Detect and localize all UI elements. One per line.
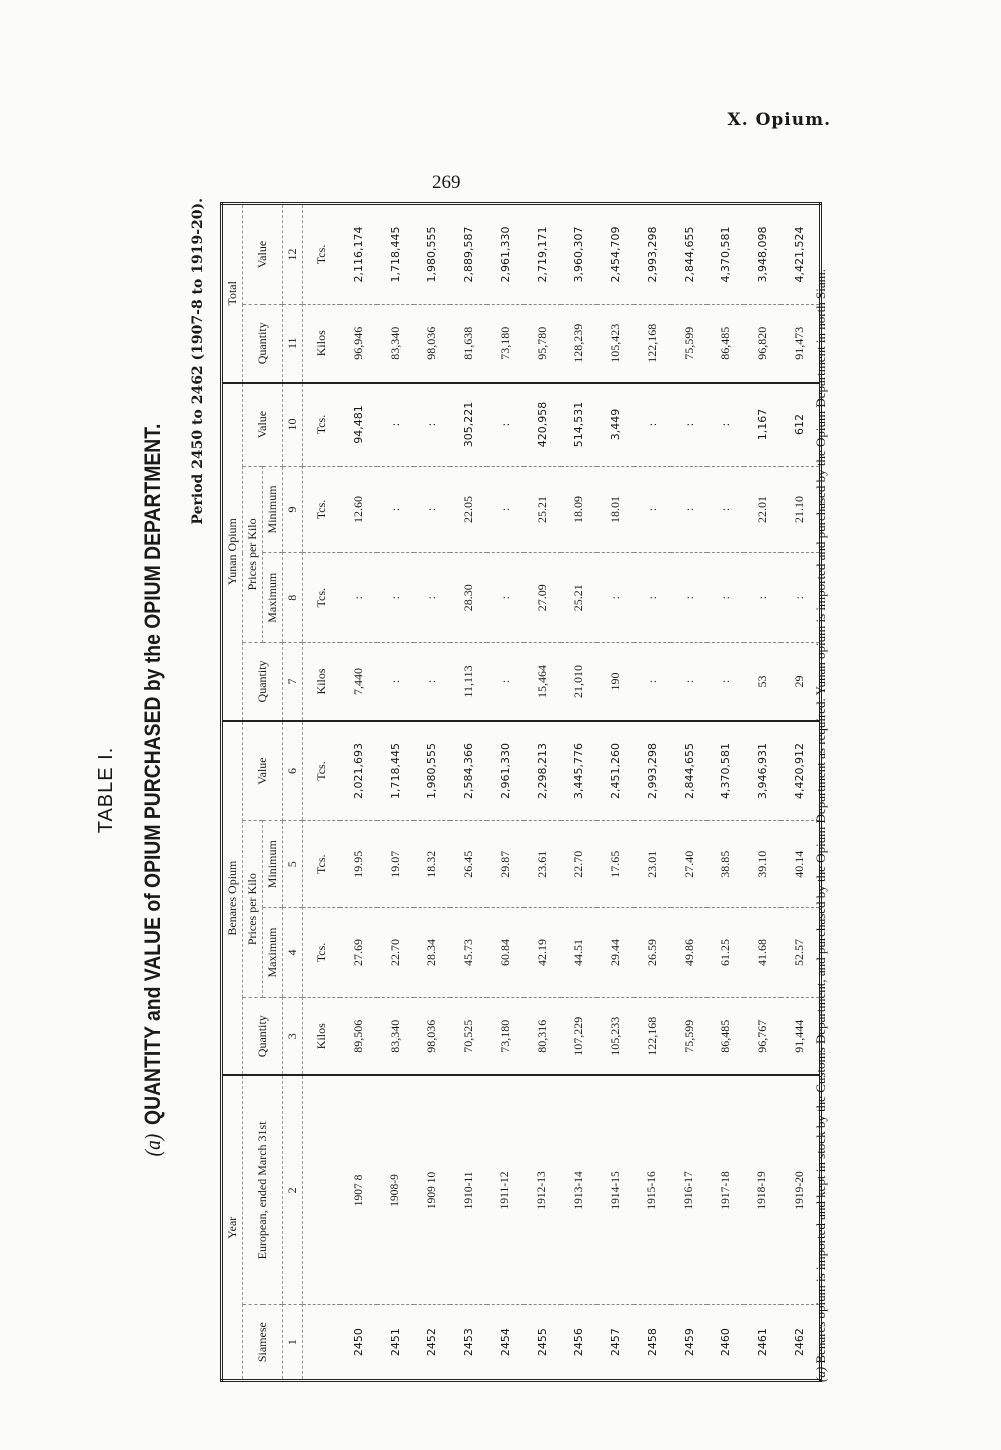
footnote-text: Benares opium is imported and kept in stock by the Customs Department, and purchased by the Opium Department as required. Yunan opium is imported and purchased by the Opium Department in north Siam. (813, 269, 828, 1364)
cell-y-qty: : (414, 643, 451, 721)
cell-b-val: 4,420,912 (781, 721, 821, 821)
cell-t-qty: 91,473 (781, 304, 821, 382)
table-label: TABLE I. (95, 746, 117, 834)
cell-b-min: 18.32 (414, 821, 451, 908)
cell-b-max: 45.73 (450, 908, 487, 998)
cell-european: 1908-9 (377, 1075, 414, 1304)
cell-b-min: 17.65 (597, 821, 634, 908)
table-row (487, 204, 524, 1381)
header-yunan: Yunan Opium (222, 383, 243, 721)
col-number: 8 (283, 553, 303, 643)
cell-y-qty: 15,464 (524, 643, 561, 721)
cell-siamese: 2460 (707, 1305, 744, 1381)
header-row-sub (243, 204, 263, 1381)
col-number: 4 (283, 908, 303, 998)
header-benares-prices: Prices per Kilo (243, 821, 263, 998)
cell-b-val: 1,718,445 (377, 721, 414, 821)
cell-y-val: : (671, 383, 708, 467)
cell-b-max: 28.34 (414, 908, 451, 998)
cell-siamese: 2461 (744, 1305, 781, 1381)
cell-y-val: 514,531 (561, 383, 598, 467)
cell-european: 1917-18 (707, 1075, 744, 1304)
cell-y-max: : (340, 553, 377, 643)
col-number: 5 (283, 821, 303, 908)
cell-y-val: 94,481 (340, 383, 377, 467)
cell-t-val: 2,844,655 (671, 204, 708, 305)
cell-y-qty: : (377, 643, 414, 721)
cell-t-val: 4,370,581 (707, 204, 744, 305)
cell-b-max: 60.84 (487, 908, 524, 998)
table-row (707, 204, 744, 1381)
cell-b-val: 3,946,931 (744, 721, 781, 821)
cell-y-val: 420,958 (524, 383, 561, 467)
cell-european: 1912-13 (524, 1075, 561, 1304)
cell-european: 1907 8 (340, 1075, 377, 1304)
cell-b-qty: 73,180 (487, 997, 524, 1075)
header-benares-min: Minimum (263, 821, 283, 908)
cell-y-qty: : (487, 643, 524, 721)
cell-t-val: 2,961,330 (487, 204, 524, 305)
cell-y-qty: 53 (744, 643, 781, 721)
cell-y-max: : (487, 553, 524, 643)
header-yunan-value: Value (243, 383, 283, 467)
cell-b-val: 4,370,581 (707, 721, 744, 821)
col-number: 6 (283, 721, 303, 821)
cell-b-qty: 91,444 (781, 997, 821, 1075)
rotated-table-page (60, 180, 870, 1400)
unit-cell: Kilos (303, 304, 341, 382)
cell-t-qty: 128,239 (561, 304, 598, 382)
table-title (140, 253, 166, 1327)
header-total-quantity: Quantity (243, 304, 283, 382)
header-total-value: Value (243, 204, 283, 305)
cell-siamese: 2450 (340, 1305, 377, 1381)
unit-cell: Kilos (303, 997, 341, 1075)
cell-t-val: 2,719,171 (524, 204, 561, 305)
cell-y-max: 27.09 (524, 553, 561, 643)
cell-y-val: 1,167 (744, 383, 781, 467)
section-heading: X. Opium. (727, 110, 831, 130)
cell-european: 1916-17 (671, 1075, 708, 1304)
cell-t-qty: 105,423 (597, 304, 634, 382)
unit-cell: Tcs. (303, 721, 341, 821)
cell-siamese: 2451 (377, 1305, 414, 1381)
cell-b-min: 29.87 (487, 821, 524, 908)
cell-t-qty: 83,340 (377, 304, 414, 382)
cell-b-qty: 75,599 (671, 997, 708, 1075)
header-year: Year (222, 1075, 243, 1380)
cell-b-qty: 70,525 (450, 997, 487, 1075)
cell-b-qty: 83,340 (377, 997, 414, 1075)
unit-cell: Tcs. (303, 908, 341, 998)
cell-y-qty: 21,010 (561, 643, 598, 721)
cell-t-qty: 96,820 (744, 304, 781, 382)
cell-siamese: 2462 (781, 1305, 821, 1381)
cell-siamese: 2457 (597, 1305, 634, 1381)
cell-b-val: 2,021,693 (340, 721, 377, 821)
cell-siamese: 2455 (524, 1305, 561, 1381)
table-row (340, 204, 377, 1381)
cell-y-min: : (634, 466, 671, 553)
cell-y-min: 18.09 (561, 466, 598, 553)
cell-b-min: 23.01 (634, 821, 671, 908)
header-benares-max: Maximum (263, 908, 283, 998)
table-row (377, 204, 414, 1381)
header-benares-value: Value (243, 721, 283, 821)
table-row (561, 204, 598, 1381)
cell-t-val: 1,980,555 (414, 204, 451, 305)
header-yunan-prices: Prices per Kilo (243, 466, 263, 643)
cell-t-val: 3,948,098 (744, 204, 781, 305)
header-benares: Benares Opium (222, 721, 243, 1076)
cell-t-qty: 96,946 (340, 304, 377, 382)
header-benares-quantity: Quantity (243, 997, 283, 1075)
cell-european: 1913-14 (561, 1075, 598, 1304)
table-title-text: QUANTITY and VALUE of OPIUM PURCHASED by the OPIUM DEPARTMENT. (140, 423, 165, 1125)
table-row (597, 204, 634, 1381)
cell-b-val: 2,298,213 (524, 721, 561, 821)
cell-b-val: 2,961,330 (487, 721, 524, 821)
page-number: 269 (432, 172, 461, 193)
cell-b-max: 42.19 (524, 908, 561, 998)
cell-y-qty: 11,113 (450, 643, 487, 721)
cell-siamese: 2456 (561, 1305, 598, 1381)
cell-european: 1919-20 (781, 1075, 821, 1304)
cell-y-qty: : (634, 643, 671, 721)
cell-siamese: 2458 (634, 1305, 671, 1381)
cell-t-qty: 95,780 (524, 304, 561, 382)
cell-t-val: 2,889,587 (450, 204, 487, 305)
cell-siamese: 2453 (450, 1305, 487, 1381)
cell-t-val: 2,454,709 (597, 204, 634, 305)
col-number: 1 (283, 1305, 303, 1381)
cell-european: 1915-16 (634, 1075, 671, 1304)
cell-b-qty: 122,168 (634, 997, 671, 1075)
cell-b-min: 23.61 (524, 821, 561, 908)
cell-b-val: 2,584,366 (450, 721, 487, 821)
column-number-row (283, 204, 303, 1381)
col-number: 9 (283, 466, 303, 553)
unit-cell: Tcs. (303, 383, 341, 467)
cell-y-max: 28.30 (450, 553, 487, 643)
cell-y-min: 21.10 (781, 466, 821, 553)
header-european: European, ended March 31st (243, 1075, 283, 1304)
cell-b-min: 19.07 (377, 821, 414, 908)
cell-t-qty: 86,485 (707, 304, 744, 382)
cell-y-max: 25.21 (561, 553, 598, 643)
cell-y-min: : (487, 466, 524, 553)
cell-y-max: : (781, 553, 821, 643)
cell-b-max: 61.25 (707, 908, 744, 998)
header-siamese: Siamese (243, 1305, 283, 1381)
cell-y-val: 305,221 (450, 383, 487, 467)
cell-b-qty: 107,229 (561, 997, 598, 1075)
cell-b-val: 3,445,776 (561, 721, 598, 821)
cell-y-val: 612 (781, 383, 821, 467)
cell-y-min: : (707, 466, 744, 553)
opium-table (220, 202, 822, 1382)
table-row (671, 204, 708, 1381)
cell-siamese: 2454 (487, 1305, 524, 1381)
table-body (303, 204, 821, 1381)
cell-siamese: 2459 (671, 1305, 708, 1381)
cell-b-max: 49.86 (671, 908, 708, 998)
cell-t-val: 2,116,174 (340, 204, 377, 305)
cell-y-min: 12.60 (340, 466, 377, 553)
cell-b-val: 2,844,655 (671, 721, 708, 821)
unit-row (303, 204, 341, 1381)
cell-european: 1910-11 (450, 1075, 487, 1304)
cell-y-max: : (414, 553, 451, 643)
cell-b-min: 38.85 (707, 821, 744, 908)
header-total: Total (222, 204, 243, 383)
cell-y-max: : (671, 553, 708, 643)
cell-b-max: 52.57 (781, 908, 821, 998)
col-number: 7 (283, 643, 303, 721)
cell-t-qty: 98,036 (414, 304, 451, 382)
cell-b-min: 27.40 (671, 821, 708, 908)
cell-t-val: 1,718,445 (377, 204, 414, 305)
cell-b-min: 40.14 (781, 821, 821, 908)
cell-y-qty: : (671, 643, 708, 721)
unit-cell: Tcs. (303, 553, 341, 643)
cell-european: 1918-19 (744, 1075, 781, 1304)
unit-cell (303, 1305, 341, 1381)
cell-y-qty: 190 (597, 643, 634, 721)
footnote-mark: (a) (813, 1366, 828, 1382)
cell-y-max: : (634, 553, 671, 643)
cell-t-qty: 122,168 (634, 304, 671, 382)
col-number: 11 (283, 304, 303, 382)
cell-b-max: 29.44 (597, 908, 634, 998)
cell-y-max: : (744, 553, 781, 643)
cell-y-min: : (671, 466, 708, 553)
col-number: 12 (283, 204, 303, 305)
cell-b-max: 27.69 (340, 908, 377, 998)
cell-t-val: 3,960,307 (561, 204, 598, 305)
header-yunan-min: Minimum (263, 466, 283, 553)
cell-b-max: 26.59 (634, 908, 671, 998)
cell-b-qty: 96,767 (744, 997, 781, 1075)
header-row-groups (222, 204, 243, 1381)
cell-y-min: 22.01 (744, 466, 781, 553)
header-yunan-quantity: Quantity (243, 643, 283, 721)
cell-y-min: : (377, 466, 414, 553)
cell-y-val: : (707, 383, 744, 467)
cell-y-qty: 7,440 (340, 643, 377, 721)
cell-european: 1914-15 (597, 1075, 634, 1304)
col-number: 10 (283, 383, 303, 467)
unit-cell (303, 1075, 341, 1304)
table-title-prefix: (a) (140, 1133, 165, 1157)
cell-t-qty: 81,638 (450, 304, 487, 382)
table-period: Period 2450 to 2462 (1907-8 to 1919-20). (190, 198, 206, 525)
cell-b-min: 19.95 (340, 821, 377, 908)
cell-b-qty: 86,485 (707, 997, 744, 1075)
cell-y-max: : (377, 553, 414, 643)
unit-cell: Tcs. (303, 466, 341, 553)
cell-b-val: 1,980,555 (414, 721, 451, 821)
cell-b-min: 39.10 (744, 821, 781, 908)
cell-y-qty: 29 (781, 643, 821, 721)
cell-y-max: : (707, 553, 744, 643)
header-yunan-max: Maximum (263, 553, 283, 643)
cell-b-qty: 89,506 (340, 997, 377, 1075)
cell-y-qty: : (707, 643, 744, 721)
cell-y-min: : (414, 466, 451, 553)
cell-b-val: 2,993,298 (634, 721, 671, 821)
cell-b-min: 26.45 (450, 821, 487, 908)
cell-b-qty: 105,233 (597, 997, 634, 1075)
unit-cell: Tcs. (303, 821, 341, 908)
table-row (524, 204, 561, 1381)
cell-b-qty: 98,036 (414, 997, 451, 1075)
footnote (810, 202, 832, 1382)
cell-b-max: 22.70 (377, 908, 414, 998)
cell-b-val: 2,451,260 (597, 721, 634, 821)
table-row (450, 204, 487, 1381)
cell-t-qty: 73,180 (487, 304, 524, 382)
table-row (744, 204, 781, 1381)
cell-siamese: 2452 (414, 1305, 451, 1381)
cell-y-val: : (377, 383, 414, 467)
cell-european: 1911-12 (487, 1075, 524, 1304)
cell-european: 1909 10 (414, 1075, 451, 1304)
cell-y-val: : (414, 383, 451, 467)
col-number: 3 (283, 997, 303, 1075)
cell-y-val: : (487, 383, 524, 467)
cell-b-min: 22.70 (561, 821, 598, 908)
cell-y-max: : (597, 553, 634, 643)
table-row (634, 204, 671, 1381)
cell-y-val: : (634, 383, 671, 467)
cell-b-max: 41.68 (744, 908, 781, 998)
cell-t-qty: 75,599 (671, 304, 708, 382)
cell-y-min: 22.05 (450, 466, 487, 553)
cell-b-qty: 80,316 (524, 997, 561, 1075)
cell-y-val: 3,449 (597, 383, 634, 467)
cell-t-val: 2,993,298 (634, 204, 671, 305)
cell-b-max: 44.51 (561, 908, 598, 998)
cell-t-val: 4,421,524 (781, 204, 821, 305)
cell-y-min: 25.21 (524, 466, 561, 553)
cell-y-min: 18.01 (597, 466, 634, 553)
table-row (414, 204, 451, 1381)
col-number: 2 (283, 1075, 303, 1304)
unit-cell: Tcs. (303, 204, 341, 305)
unit-cell: Kilos (303, 643, 341, 721)
